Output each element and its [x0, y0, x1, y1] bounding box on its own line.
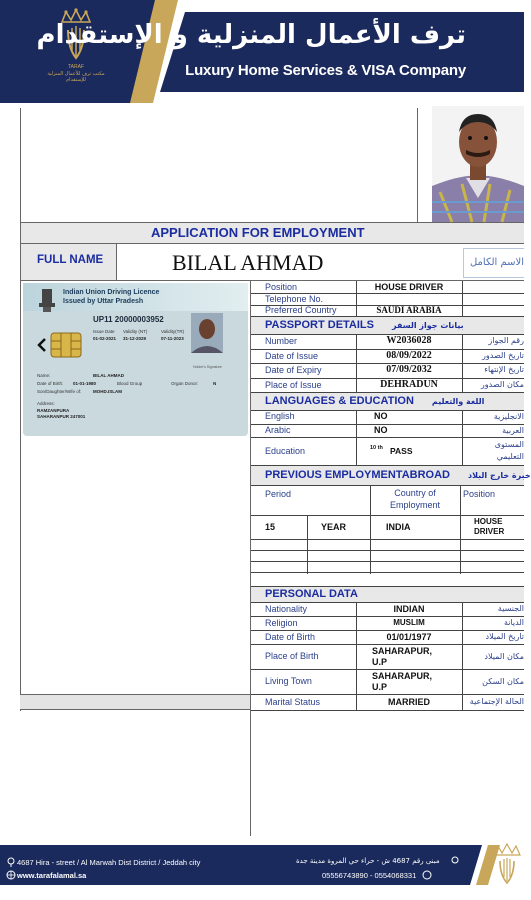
- licence-photo: [191, 313, 223, 353]
- passport-label-ar: مكان الصدور: [480, 379, 524, 389]
- table-line: [462, 334, 463, 392]
- languages-section-title-ar: اللغة والتعليم: [431, 397, 485, 406]
- position-value-1: HOUSE: [474, 517, 503, 526]
- table-line: [251, 465, 524, 466]
- table-line: [462, 410, 463, 465]
- issue-label: Issue Date: [93, 329, 115, 334]
- personal-label: Nationality: [265, 604, 308, 614]
- passport-label-ar: تاريخ الإنتهاء: [484, 365, 524, 374]
- passport-label-ar: رقم الجواز: [488, 336, 524, 345]
- personal-label: Place of Birth: [265, 651, 319, 661]
- personal-label-ar: تاريخ الميلاد: [485, 632, 524, 641]
- passport-section-title-ar: بيانات جواز السفر: [392, 321, 464, 330]
- passport-value: 08/09/2022: [386, 349, 432, 361]
- footer-address-en: 4687 Hira - street / Al Marwah Dist District / Jeddah city: [17, 858, 201, 867]
- passport-label: Date of Issue: [265, 350, 319, 361]
- table-line: [251, 710, 524, 711]
- personal-value-2: U.P: [372, 657, 388, 667]
- personal-label: Living Town: [265, 676, 312, 686]
- validity-tr-label: Validity(TR): [161, 329, 185, 334]
- arrow-left-icon: [37, 337, 47, 353]
- address-line-2: SAHARANPUR 247001: [37, 414, 86, 419]
- position-header: Position: [463, 489, 496, 499]
- globe-icon: [6, 870, 16, 880]
- table-line: [251, 561, 524, 562]
- personal-label-ar: مكان الميلاد: [484, 652, 524, 661]
- row-value: [356, 293, 462, 305]
- personal-label: Date of Birth: [265, 632, 316, 642]
- education-ar-2: التعليمي: [496, 452, 524, 461]
- validity-nt: 31-12-2029: [123, 336, 147, 341]
- footer-crown-logo-icon: [490, 843, 524, 893]
- personal-data-section-title: PERSONAL DATA: [265, 588, 358, 600]
- location-icon-ar: [450, 856, 460, 866]
- personal-label-ar: الحالة الإجتماعية: [469, 697, 524, 706]
- passport-value: 07/09/2032: [386, 364, 432, 375]
- full-name-value: BILAL AHMAD: [172, 250, 324, 275]
- table-line: [460, 485, 461, 574]
- personal-value: MARRIED: [388, 697, 430, 707]
- languages-section: [251, 392, 524, 410]
- name-label: Name:: [37, 373, 51, 378]
- personal-label: Marital Status: [265, 697, 321, 707]
- passport-label-ar: تاريخ الصدور: [482, 350, 524, 360]
- logo-subtitle: مكتب ترف للأعمال المنزلية للإستقدام: [47, 71, 105, 83]
- table-line: [251, 550, 524, 551]
- table-line: [462, 281, 463, 316]
- footer-address-ar: مبنى رقم 4687 ش - حراء حي المروة مدينة جدة: [296, 857, 440, 865]
- address-label: Address:: [37, 401, 55, 406]
- personal-value: SAHARAPUR,: [372, 671, 433, 681]
- education-value: PASS: [390, 446, 413, 456]
- language-value: NO: [374, 424, 388, 435]
- language-label-ar: العربية: [502, 425, 524, 435]
- licence-title: Indian Union Driving Licence: [63, 289, 160, 296]
- donor-label: Organ Donor:: [171, 381, 199, 386]
- row-label: Telephone No.: [265, 294, 324, 304]
- education-label: Education: [265, 446, 306, 456]
- table-line: [251, 316, 524, 317]
- validity-tr: 07-11-2023: [161, 336, 184, 341]
- language-value: NO: [374, 411, 388, 421]
- footer-website[interactable]: www.tarafalamal.sa: [17, 871, 87, 880]
- languages-section-title: LANGUAGES & EDUCATION: [265, 395, 414, 407]
- personal-value: MUSLIM: [393, 618, 425, 627]
- left-grey-band: [20, 694, 250, 710]
- passport-value: W2036028: [386, 335, 432, 346]
- personal-label-ar: مكان السكن: [482, 677, 524, 686]
- chip-icon: [51, 333, 81, 357]
- table-line: [356, 410, 357, 465]
- passport-value: DEHRADUN: [380, 378, 438, 390]
- passport-section-title: PASSPORT DETAILS: [265, 319, 374, 331]
- country-header-1: Country of: [394, 488, 436, 498]
- country-header-2: Employment: [389, 500, 441, 510]
- period-value: 15: [265, 522, 276, 532]
- table-line: [356, 281, 357, 316]
- country-value: INDIA: [386, 522, 411, 532]
- period-unit: YEAR: [321, 522, 347, 532]
- personal-label-ar: الجنسية: [497, 604, 524, 613]
- personal-label: Religion: [265, 618, 298, 628]
- photo-divider: [417, 108, 418, 223]
- relation-value: MOHD.ISLAM: [93, 389, 122, 394]
- personal-value: INDIAN: [393, 604, 425, 614]
- table-line: [251, 392, 524, 393]
- center-divider: [250, 281, 251, 836]
- language-label: English: [265, 411, 295, 421]
- full-name-label: FULL NAME: [37, 254, 104, 266]
- footer-phones: 05556743890 - 0554068331: [322, 871, 417, 880]
- licence-number: UP11 20000003952: [93, 315, 164, 324]
- row-label: Position: [265, 282, 298, 292]
- licence-dob: 01-01-1980: [73, 381, 97, 386]
- full-name-label-cell: [20, 244, 116, 280]
- position-value-2: DRIVER: [474, 527, 505, 536]
- licence-issuer: Issued by Uttar Pradesh: [63, 298, 144, 305]
- previous-employment-section: [251, 465, 531, 485]
- previous-employment-section-title: PREVIOUS EMPLOYMENTABROAD: [265, 469, 450, 481]
- company-title-arabic: ترف الأعمال المنزلية و الإستقدام: [36, 20, 466, 50]
- relation-label: Son/Daughter/Wife of:: [37, 389, 82, 394]
- whatsapp-icon: [422, 870, 432, 880]
- issue-date: 01-02-2021: [93, 336, 117, 341]
- table-line: [251, 586, 524, 587]
- holder-signature-label: Holder's Signature: [193, 365, 222, 369]
- company-title-english: Luxury Home Services & VISA Company: [185, 62, 466, 79]
- personal-value: 01/01/1977: [386, 632, 432, 642]
- licence-name: BILAL AHMAD: [93, 373, 124, 378]
- previous-employment-section-title-ar: خبرة خارج البلاد: [467, 471, 531, 480]
- form-title-bar: [20, 223, 524, 243]
- personal-value: SAHARAPUR,: [372, 646, 433, 656]
- passport-label: Number: [265, 336, 298, 346]
- row-value: HOUSE DRIVER: [374, 282, 444, 292]
- table-line: [307, 515, 308, 574]
- logo-text: TARAF: [67, 64, 85, 70]
- location-icon: [6, 857, 16, 867]
- table-line: [251, 572, 524, 573]
- blood-label: Blood Group: [117, 381, 143, 386]
- passport-section: [251, 316, 524, 334]
- table-line: [462, 602, 463, 710]
- row-value: SAUDI ARABIA: [376, 305, 442, 315]
- header: [0, 0, 524, 103]
- language-label: Arabic: [265, 424, 291, 435]
- address-line-1: RAMZANPURA: [37, 408, 70, 413]
- table-line: [356, 602, 357, 710]
- table-line: [251, 485, 524, 486]
- period-header: Period: [265, 489, 292, 499]
- left-border: [20, 281, 21, 711]
- table-line: [370, 485, 371, 574]
- education-grade: 10 th: [370, 445, 383, 451]
- personal-label-ar: الديانة: [503, 618, 524, 627]
- personal-data-section: [251, 586, 524, 602]
- language-label-ar: الانجليزية: [493, 412, 524, 421]
- passport-label: Place of Issue: [265, 379, 322, 390]
- dob-label: Date of Birth:: [37, 381, 64, 386]
- full-name-ar: الاسم الكامل: [469, 257, 524, 268]
- passport-label: Date of Expiry: [265, 365, 322, 375]
- table-line: [251, 539, 524, 540]
- driving-licence-image: [23, 283, 248, 436]
- form-title: APPLICATION FOR EMPLOYMENT: [151, 225, 365, 240]
- emblem-icon: [37, 287, 57, 315]
- table-line: [356, 334, 357, 392]
- validity-nt-label: Validity (NT): [123, 329, 148, 334]
- education-ar-1: المستوى: [494, 440, 524, 449]
- row-label: Preferred Country: [265, 305, 337, 315]
- applicant-photo: [432, 106, 524, 222]
- personal-value-2: U.P: [372, 682, 388, 692]
- full-name-ar-box: [463, 248, 524, 278]
- donor-value: N: [213, 381, 217, 386]
